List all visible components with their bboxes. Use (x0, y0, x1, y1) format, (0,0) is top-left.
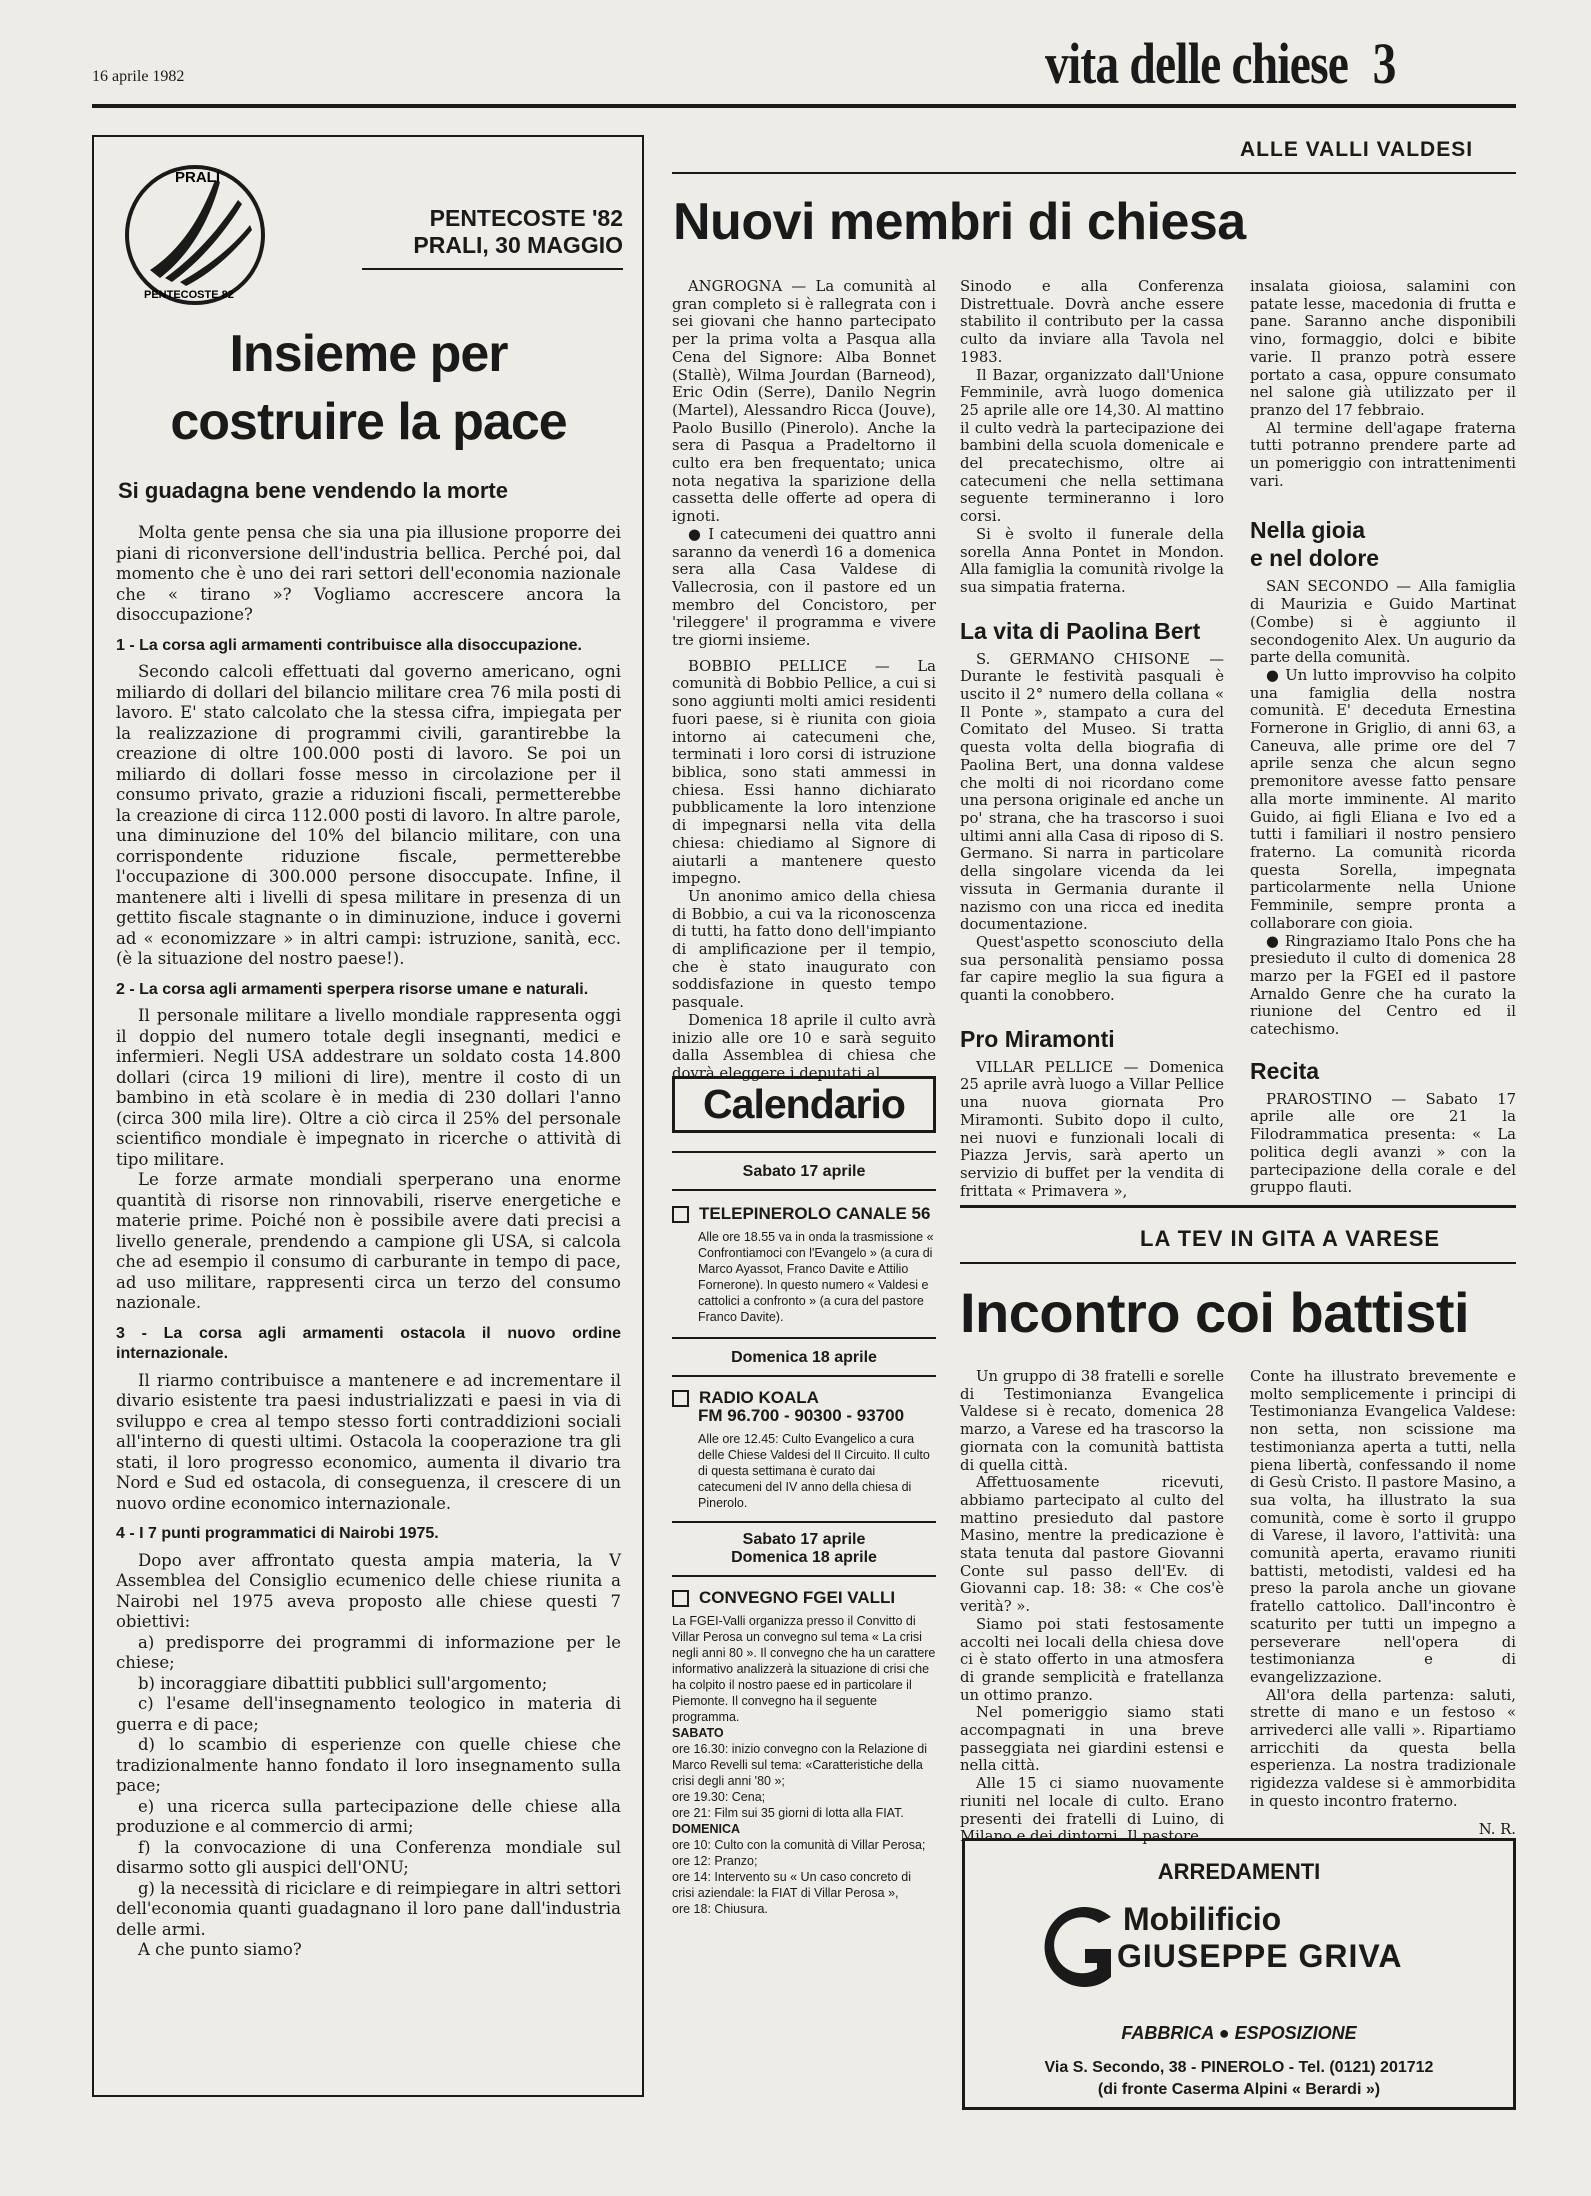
pentecoste-logo (120, 160, 270, 310)
paolina-title: La vita di Paolina Bert (960, 617, 1201, 644)
news-item: Quest'aspetto sconosciuto della sua personalità pensiamo possa far capire meglio la sua figura a quanti la conobbero. (960, 933, 1224, 1005)
article-body (116, 523, 621, 1961)
news-item: Un anonimo amico della chiesa di Bobbio, a cui va la riconoscenza di tutti, ha fatto dono dell'impianto di amplificazione per il tempio, che è stato inaugurato con soddisfazione in questo tempo pasquale. (672, 887, 936, 1012)
checkbox-square-icon (672, 1206, 689, 1223)
list-item: b) incoraggiare dibattiti pubblici sull'argomento; (138, 1673, 548, 1693)
schedule-item: ore 14: Intervento su « Un caso concreto di crisi aziendale: la FIAT di Villar Perosa », (672, 1870, 912, 1901)
list-item: f) la convocazione di una Conferenza mondiale sul disarmo sotto gli auspici dell'ONU; (116, 1837, 621, 1877)
section-heading: 3 - La corsa agli armamenti ostacola il nuovo ordine internazionale. (116, 1324, 621, 1362)
ad-name-1: Mobilificio (1123, 1901, 1282, 1937)
title-line-1: Insieme per (229, 325, 508, 383)
checkbox-square-icon (672, 1390, 689, 1407)
news-item: insalata gioiosa, salamini con patate lesse, macedonia di frutta e pane. Saranno anche disponibili vino, formaggio, dolci e bibite varie. Il pranzo potrà essere portato a casa, oppure consumato nel salone già utilizzato per il pranzo del 17 febbraio. (1250, 278, 1516, 419)
list-item: g) la necessità di riciclare e di reimpiegare in altri settori dell'economia quanti guadagnano il loro pane dall'industria delle armi. (116, 1878, 621, 1939)
news-item: Il Bazar, organizzato dall'Unione Femminile, avrà luogo domenica 25 aprile alle ore 14,30. Al mattino il culto vedrà la partecipazione dei bambini della scuola domenicale e del precatechismo, oltre ai catecumeni che nella settimana seguente termineranno i loro corsi. (960, 366, 1224, 526)
valli-rule (672, 172, 1516, 174)
title-line-2: costruire la pace (170, 393, 567, 451)
list-item: d) lo scambio di esperienze con quelle chiese che tradizionalmente hanno fondato il loro insegnamento sulla pace; (116, 1735, 621, 1795)
news-item: Si è svolto il funerale della sorella Anna Pontet in Mondon. Alla famiglia la comunità rivolge la sua simpatia fraterna. (960, 525, 1224, 596)
logo-text-bottom: PENTECOSTE 82 (144, 289, 234, 301)
news-item: Domenica 18 aprile il culto avrà inizio alle ore 10 e sarà seguito dalla Assemblea di chiesa che dovrà eleggere i deputati al (672, 1011, 936, 1082)
schedule-item: ore 18: Chiusura. (672, 1902, 768, 1917)
program-title: TELEPINEROLO CANALE 56 (672, 1205, 936, 1223)
valli-title: Nuovi membri di chiesa (673, 193, 1246, 251)
ad-address-2: (di fronte Caserma Alpini « Berardi ») (1097, 2081, 1381, 2098)
program-desc: Alle ore 12.45: Culto Evangelico a cura delle Chiese Valdesi del II Circuito. Il culto di questa settimana è curato dai catecumeni del IV anno della chiesa di Pinerolo. (698, 1432, 930, 1511)
logo-text-top: PRALI (175, 169, 220, 186)
schedule-item: ore 16.30: inizio convegno con la Relazione di Marco Revelli sul tema: «Caratteristiche della crisi degli anni '80 »; (672, 1742, 928, 1789)
griva-g-logo (1041, 1899, 1121, 1995)
list-item: a) predisporre dei programmi di informazione per le chiese; (116, 1632, 621, 1672)
calendar-rule (672, 1337, 936, 1339)
paragraph: All'ora della partenza: saluti, strette di mano e un festoso « arrivederci alle valli ». Ripartiamo arricchiti da questa bella esperienza. La nostra tradizionale rigidezza valdese si è ammorbidita in questo incontro fraterno. (1250, 1686, 1516, 1810)
valli-col-1 (672, 278, 936, 1083)
valli-col-2 (960, 278, 1224, 1200)
calendar-day: Sabato 17 aprile (742, 1163, 866, 1180)
paragraph: Siamo poi stati festosamente accolti nei locali della chiesa dove ci è stato offerto in una atmosfera di grande semplicità e fratellanza un ottimo pranzo. (960, 1615, 1224, 1704)
section-heading: 1 - La corsa agli armamenti contribuisce alla disoccupazione. (116, 636, 582, 654)
paragraph: Secondo calcoli effettuati dal governo americano, ogni miliardo di dollari del bilancio militare crea 76 mila posti di lavoro. E' stato calcolato che la stessa cifra, impiegata per la realizzazione di programmi civili, garantirebbe la creazione di oltre 100.000 posti di lavoro. Se poi un miliardo di dollari fosse messo in circolazione per il consumo privato, grazie a riduzioni fiscali, permetterebbe la creazione di circa 112.000 posti di lavoro. In altre parole, una diminuzione del 10% del bilancio militare, con una corrispondente riduzione fiscale, permetterebbe l'occupazione di 300.000 persone disoccupate. Infine, il mantenere alti i livelli di spesa militare in presenza di un gettito fiscale stagnante o in diminuzione, induce i governi ad « economizzare » in altri campi: istruzione, sanità, ecc. (è la situazione del nostro paese!). (116, 662, 621, 968)
news-item: BOBBIO PELLICE — La comunità di Bobbio Pellice, a cui si sono aggiunti molti amici residenti fuori paese, si è riunita con gioia intorno ai catecumeni che, terminati i loro corsi di istruzione biblica, sono stati ammessi in chiesa. Essi hanno dichiarato pubblicamente la loro intenzione di impegnarsi nella vita della chiesa: chiediamo al Signore di aiutarli a mantenere questo impegno. (672, 657, 936, 888)
tev-rule (960, 1262, 1516, 1264)
closing-line: A che punto siamo? (138, 1940, 302, 1959)
calendar-rule (672, 1151, 936, 1153)
list-item: e) una ricerca sulla partecipazione delle chiese alla produzione e al commercio di armi; (116, 1796, 621, 1836)
gioia-title (1250, 516, 1516, 572)
section-heading: 2 - La corsa agli armamenti sperpera risorse umane e naturali. (116, 980, 589, 998)
schedule-day: DOMENICA (672, 1822, 741, 1837)
calendar-rule (672, 1189, 936, 1191)
paragraph: Un gruppo di 38 fratelli e sorelle di Testimonianza Evangelica Valdese si è recato, domenica 28 marzo, a Varese ed ha trascorso la giornata con la comunità battista di quella città. (960, 1368, 1224, 1474)
miramonti-title: Pro Miramonti (960, 1025, 1115, 1052)
article-subtitle: Si guadagna bene vendendo la morte (118, 478, 508, 503)
program-desc: La FGEI-Valli organizza presso il Convitto di Villar Perosa un convegno sul tema « La crisi negli anni 80 ». Il convegno che ha un carattere informativo analizzerà la situazione di crisi che ha colpito il nostro paese ed in particolare il Piemonte. Il convegno ha il seguente programma. (672, 1614, 936, 1725)
schedule-day: SABATO (672, 1726, 724, 1741)
advertisement (962, 1838, 1516, 2110)
valli-kicker: ALLE VALLI VALDESI (1240, 138, 1474, 161)
paragraph: Molta gente pensa che sia una pia illusione proporre dei piani di riconversione dell'industria bellica. Perché poi, dal momento che è uno dei rari settori dell'economia nazionale che « tirano »? Vogliamo accrescere ancora la disoccupazione? (116, 523, 621, 624)
schedule-item: ore 10: Culto con la comunità di Villar Perosa; (672, 1838, 926, 1853)
news-item: SAN SECONDO — Alla famiglia di Maurizia e Guido Martinat (Combe) si è aggiunto il secondogenito Alex. Un augurio da parte della comunità. (1250, 578, 1516, 667)
paragraph: Alle 15 ci siamo nuovamente riuniti nel locale di culto. Erano presenti dei fratelli di Luino, di Milano e dei dintorni. Il pastore (960, 1775, 1224, 1846)
program-frequencies: FM 96.700 - 90300 - 93700 (698, 1406, 905, 1426)
calendar-rule (672, 1521, 936, 1523)
tev-rule (960, 1205, 1516, 1208)
issue-date: 16 aprile 1982 (92, 68, 185, 85)
schedule (672, 1725, 936, 1917)
paragraph: Dopo aver affrontato questa ampia materia, la V Assemblea del Consiglio ecumenico delle chiese riunita a Nairobi nel 1975 aveva proposto alle chiese questi 7 obiettivi: (116, 1550, 621, 1631)
section-title: vita delle chiese 3 (1045, 31, 1396, 96)
checkbox-square-icon (672, 1590, 689, 1607)
paragraph: Il personale militare a livello mondiale rappresenta oggi il doppio del numero totale degli insegnanti, medici e infermieri. Negli USA addestrare un soldato costa 14.800 dollari (circa 19 milioni di lire), mentre il costo di un bambino in età scolare è in media di 230 dollari l'anno (circa 300 mila lire). Oltre a ciò circa il 25% del personale scientifico mondiale è impegnato in ricerche o attività di tipo militare. (116, 1006, 621, 1169)
header-rule (92, 104, 1516, 108)
gioia-title-line-1: Nella gioia (1250, 517, 1366, 544)
tev-kicker: LA TEV IN GITA A VARESE (1140, 1226, 1441, 1251)
kicker-rule (362, 268, 623, 270)
calendar-box (672, 1076, 936, 1917)
calendar-rule (672, 1375, 936, 1377)
schedule-item: ore 21: Film sui 35 giorni di lotta alla FIAT. (672, 1806, 904, 1821)
paragraph: Nel pomeriggio siamo stati accompagnati in una breve passeggiata nei giardini estensi e nella città. (960, 1704, 1224, 1775)
ad-name-2: GIUSEPPE GRIVA (1117, 1938, 1403, 1974)
article-title (112, 320, 625, 456)
valli-col-3 (1250, 278, 1516, 1197)
program-title: RADIO KOALA (672, 1389, 936, 1407)
news-item: ● Ringraziamo Italo Pons che ha presieduto il culto di domenica 28 marzo per la FGEI ed il pastore Arnaldo Genre che ha curato la riunione del Centro ed il catechismo. (1250, 932, 1516, 1039)
paragraph: Il riarmo contribuisce a mantenere e ad incrementare il divario esistente tra paesi industrializzati e paesi in via di sviluppo e crea al tempo stesso forti contraddizioni sociali all'interno di questi ultimi. Ostacola la cooperazione tra gli stati, il loro progresso economico, aumenta il divario tra Nord e Sud ed ostacola, di conseguenza, il crescere di un nuovo ordine economico internazionale. (116, 1370, 621, 1513)
calendar-title: Calendario (672, 1076, 936, 1133)
recita-title: Recita (1250, 1057, 1320, 1084)
signature: N. R. (1478, 1820, 1516, 1838)
gioia-title-line-2: e nel dolore (1250, 545, 1380, 572)
calendar-day: Domenica 18 aprile (731, 1549, 877, 1567)
schedule-item: ore 12: Pranzo; (672, 1854, 758, 1869)
tev-title: Incontro coi battisti (960, 1281, 1470, 1344)
program-desc: Alle ore 18.55 va in onda la trasmissione « Confrontiamoci con l'Evangelo » (a cura di Marco Ayassot, Franco Davite e Attilio Fornerone). In questo numero « Valdesi e cattolici a confronto » (a cura del pastore Franco Davite). (698, 1230, 934, 1325)
news-item: ● Un lutto improvviso ha colpito una famiglia della nostra comunità. E' deceduta Ernestina Fornerone in Griglio, di anni 63, a Caneuva, alle prime ore del 7 aprile senza che alcun segno premonitore avesse fatto pensare alla morte imminente. Al marito Guido, ai figli Eliana e Ivo ed a tutti i familiari il nostro pensiero fraterno. La comunità ricorda questa Sorella, impegnata particolarmente nella Unione Femminile, sempre pronta a collaborare con gioia. (1250, 666, 1516, 932)
schedule-item: ore 19.30: Cena; (672, 1790, 766, 1805)
calendar-day: Sabato 17 aprile (742, 1531, 866, 1549)
tev-col-1 (960, 1368, 1224, 1846)
kicker-line-1: PENTECOSTE '82 (429, 205, 623, 231)
news-item: PRAROSTINO — Sabato 17 aprile alle ore 21 la Filodrammatica presenta: « La politica degli avanzi » con la partecipazione della corale e del gruppo flauti. (1250, 1090, 1516, 1197)
ad-top-label: ARREDAMENTI (1157, 1859, 1321, 1884)
program-title: CONVEGNO FGEI VALLI (672, 1589, 936, 1607)
news-item: Al termine dell'agape fraterna tutti potranno prendere parte ad un pomeriggio con intrattenimenti vari. (1250, 419, 1516, 490)
news-item: ● I catecumeni dei quattro anni saranno da venerdì 16 a domenica sera alla Casa Valdese di Vallecrosia, con il pastore ed un membro del Concistoro, per 'rileggere' il programma e vivere tre giorni insieme. (672, 525, 936, 650)
paragraph: Affettuosamente ricevuti, abbiamo partecipato al culto del mattino presieduto dal pastore Masino, mentre la predicazione è stata tenuta dal pastore Giovanni Conte sul passo dell'Ev. di Giovanni cap. 18: 38: « Che cos'è verità? ». (960, 1474, 1224, 1616)
kicker-line-2: PRALI, 30 MAGGIO (413, 232, 623, 258)
paragraph: Conte ha illustrato brevemente e molto semplicemente i principi di Testimonianza Evangelica Valdese: non setta, non scissione ma testimonianza aperta a tutti, nella piena libertà, confessando il nome di Gesù Cristo. Il pastore Masino, a sua volta, ha illustrato la sua comunità, come è sorto il gruppo di Varese, il lavoro, l'attività: una comunità aperta, eravamo riuniti battisti, metodisti, valdesi ed ha preso la parola anche un giovane fratello cattolico. Dall'incontro è scaturito per tutti un impegno a perseverare nell'opera di testimonianza e di evangelizzazione. (1250, 1368, 1516, 1686)
news-item: Sinodo e alla Conferenza Distrettuale. Dovrà anche essere stabilito il contributo per la cassa culto da inviare alla Tavola nel 1983. (960, 278, 1224, 366)
calendar-rule (672, 1575, 936, 1577)
calendar-day: Domenica 18 aprile (731, 1349, 877, 1367)
section-heading: 4 - I 7 punti programmatici di Nairobi 1975. (116, 1525, 439, 1542)
kicker (360, 205, 623, 259)
paragraph: Le forze armate mondiali sperperano una enorme quantità di risorse non rinnovabili, riserve energetiche e materie prime. Poiché non è possibile avere dati precisi a livello generale, prendendo a campione gli USA, si calcola che ad esempio il consumo di carburante in tempo di pace, ad uso militare, rappresenti circa un terzo del consumo nazionale. (116, 1170, 621, 1312)
ad-line: FABBRICA ● ESPOSIZIONE (1121, 2023, 1357, 2043)
list-item: c) l'esame dell'insegnamento teologico in materia di guerra e di pace; (116, 1694, 621, 1734)
ad-address: Via S. Secondo, 38 - PINEROLO - Tel. (0121) 201712 (1044, 2059, 1434, 2076)
tev-col-2 (1250, 1368, 1516, 1838)
news-item: ANGROGNA — La comunità al gran completo si è rallegrata con i sei giovani che hanno partecipato per la prima volta a Pasqua alla Cena del Signore: Alba Bonnet (Stallè), Wilma Jourdan (Barneod), Eric Odin (Serre), Danilo Negrin (Martel), Alessandro Ricca (Jouve), Paolo Busillo (Pinerolo). Anche la sera di Pasqua a Pradeltorno il culto era ben frequentato; unica nota negativa la sparizione della cassetta delle offerte ad opera di ignoti. (672, 278, 936, 526)
news-item: S. GERMANO CHISONE — Durante le festività pasquali è uscito il 2° numero della collana « Il Ponte », stampato a cura del Comitato del Museo. Si tratta questa volta della biografia di Paolina Bert, una donna valdese che molti di noi ricordano come una persona originale ed anche un po' strana, che ha trascorso i suoi ultimi anni alla Casa di riposo di S. Germano. Si narra in particolare della singolare vicenda da lei vissuta in Germania durante il nazismo con una ricca ed inedita documentazione. (960, 650, 1224, 934)
news-item: VILLAR PELLICE — Domenica 25 aprile avrà luogo a Villar Pellice una nuova giornata Pro Miramonti. Subito dopo il culto, nei nuovi e funzionali locali di Piazza Jervis, sarà aperto un servizio di buffet per la vendita di frittata « Primavera », (960, 1058, 1224, 1200)
